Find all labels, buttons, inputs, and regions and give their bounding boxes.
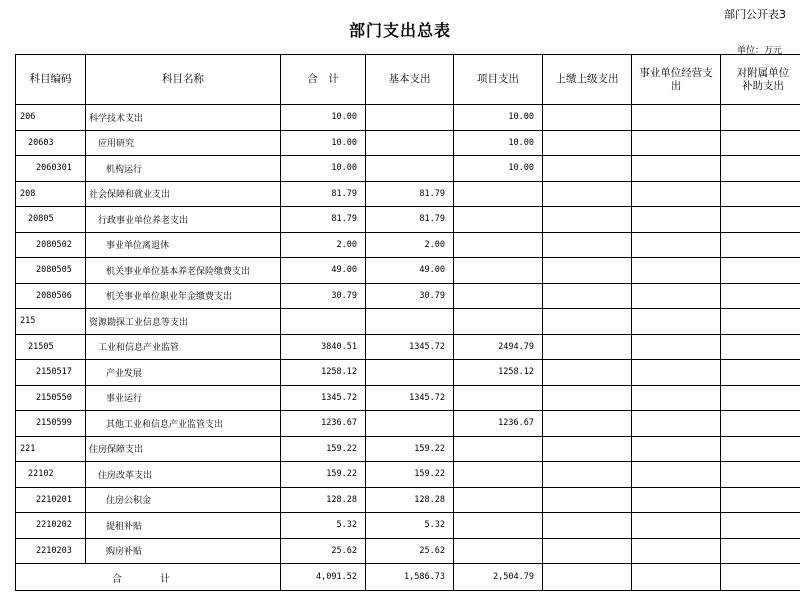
row-name: 住房公积金: [86, 487, 281, 513]
row-name: 科学技术支出: [86, 105, 281, 131]
row-total: 1345.72: [281, 385, 366, 411]
row-code: 2080505: [16, 258, 86, 284]
row-code: 215: [16, 309, 86, 335]
row-upper: [543, 181, 632, 207]
row-project: 2494.79: [454, 334, 543, 360]
row-business: [632, 309, 721, 335]
row-project: 10.00: [454, 130, 543, 156]
row-subsidy: [721, 309, 800, 335]
col-header-project: 项目支出: [454, 55, 543, 105]
table-row: [16, 436, 800, 462]
table-row: [16, 181, 800, 207]
total-subsidy: [721, 564, 800, 591]
row-project: 1258.12: [454, 360, 543, 386]
row-name: 机关事业单位基本养老保险缴费支出: [86, 258, 281, 284]
row-subsidy: [721, 130, 800, 156]
row-code: 21505: [16, 334, 86, 360]
row-total: 1236.67: [281, 411, 366, 437]
row-project: [454, 487, 543, 513]
row-basic: [366, 105, 454, 131]
row-total: 159.22: [281, 436, 366, 462]
row-upper: [543, 487, 632, 513]
row-basic: [366, 309, 454, 335]
row-business: [632, 513, 721, 539]
row-code: 2060301: [16, 156, 86, 182]
row-project: [454, 385, 543, 411]
row-code: 22102: [16, 462, 86, 488]
row-basic: 81.79: [366, 207, 454, 233]
table-row: [16, 283, 800, 309]
unit-label: 单位：万元: [736, 46, 782, 56]
col-header-total: 合 计: [281, 55, 366, 105]
row-total: 2.00: [281, 232, 366, 258]
row-subsidy: [721, 385, 800, 411]
row-code: 2080502: [16, 232, 86, 258]
table-row: [16, 258, 800, 284]
row-code: 221: [16, 436, 86, 462]
table-row: [16, 105, 800, 131]
col-header-upper: 上缴上级支出: [543, 55, 632, 105]
row-total: 128.28: [281, 487, 366, 513]
row-basic: 25.62: [366, 538, 454, 564]
row-name: 产业发展: [86, 360, 281, 386]
row-code: 2210201: [16, 487, 86, 513]
row-subsidy: [721, 181, 800, 207]
row-business: [632, 283, 721, 309]
row-business: [632, 487, 721, 513]
row-business: [632, 462, 721, 488]
row-upper: [543, 258, 632, 284]
row-name: 行政事业单位养老支出: [86, 207, 281, 233]
row-basic: [366, 156, 454, 182]
row-name: 住房改革支出: [86, 462, 281, 488]
row-name: 机关事业单位职业年金缴费支出: [86, 283, 281, 309]
row-subsidy: [721, 334, 800, 360]
row-code: 206: [16, 105, 86, 131]
row-upper: [543, 334, 632, 360]
table-row: [16, 232, 800, 258]
row-subsidy: [721, 538, 800, 564]
row-code: 2150517: [16, 360, 86, 386]
row-code: 20805: [16, 207, 86, 233]
row-project: 1236.67: [454, 411, 543, 437]
row-name: 社会保障和就业支出: [86, 181, 281, 207]
row-total: 10.00: [281, 130, 366, 156]
row-subsidy: [721, 411, 800, 437]
total-project: 2,504.79: [454, 564, 543, 591]
row-total: 49.00: [281, 258, 366, 284]
table-row: [16, 462, 800, 488]
row-name: 事业运行: [86, 385, 281, 411]
row-subsidy: [721, 283, 800, 309]
row-name: 应用研究: [86, 130, 281, 156]
total-label: 合 计: [16, 564, 281, 591]
row-name: 资源勘探工业信息等支出: [86, 309, 281, 335]
row-upper: [543, 360, 632, 386]
row-project: 10.00: [454, 105, 543, 131]
row-name: 机构运行: [86, 156, 281, 182]
row-subsidy: [721, 513, 800, 539]
row-basic: 2.00: [366, 232, 454, 258]
row-total: 30.79: [281, 283, 366, 309]
table-row: [16, 309, 800, 335]
row-code: 2210203: [16, 538, 86, 564]
row-total: 10.00: [281, 105, 366, 131]
row-upper: [543, 156, 632, 182]
row-code: 2150599: [16, 411, 86, 437]
row-upper: [543, 207, 632, 233]
row-business: [632, 258, 721, 284]
row-name: 工业和信息产业监管: [86, 334, 281, 360]
table-row: [16, 538, 800, 564]
row-upper: [543, 309, 632, 335]
form-number: 部门公开表3: [724, 8, 786, 21]
row-project: [454, 232, 543, 258]
row-basic: 49.00: [366, 258, 454, 284]
row-business: [632, 105, 721, 131]
row-upper: [543, 130, 632, 156]
total-upper: [543, 564, 632, 591]
total-row: [16, 564, 800, 591]
row-basic: 159.22: [366, 462, 454, 488]
row-business: [632, 436, 721, 462]
total-amount: 4,091.52: [281, 564, 366, 591]
col-header-subsidy: 对附属单位 补助支出: [721, 55, 800, 105]
row-subsidy: [721, 258, 800, 284]
row-business: [632, 360, 721, 386]
page-title: 部门支出总表: [348, 21, 451, 40]
row-code: 208: [16, 181, 86, 207]
row-business: [632, 156, 721, 182]
row-business: [632, 207, 721, 233]
row-name: 其他工业和信息产业监管支出: [86, 411, 281, 437]
row-upper: [543, 411, 632, 437]
table-row: [16, 130, 800, 156]
row-subsidy: [721, 156, 800, 182]
row-upper: [543, 513, 632, 539]
row-basic: 81.79: [366, 181, 454, 207]
row-upper: [543, 232, 632, 258]
row-name: 住房保障支出: [86, 436, 281, 462]
col-header-basic: 基本支出: [366, 55, 454, 105]
row-project: [454, 181, 543, 207]
row-business: [632, 411, 721, 437]
table-row: [16, 360, 800, 386]
table-row: [16, 411, 800, 437]
row-basic: 1345.72: [366, 385, 454, 411]
expenditure-table: [15, 54, 800, 591]
row-subsidy: [721, 360, 800, 386]
row-total: 159.22: [281, 462, 366, 488]
row-name: 购房补贴: [86, 538, 281, 564]
row-basic: 159.22: [366, 436, 454, 462]
row-code: 2080506: [16, 283, 86, 309]
row-basic: [366, 411, 454, 437]
row-business: [632, 385, 721, 411]
row-upper: [543, 105, 632, 131]
table-row: [16, 385, 800, 411]
row-subsidy: [721, 207, 800, 233]
row-basic: [366, 360, 454, 386]
row-project: [454, 436, 543, 462]
row-total: 10.00: [281, 156, 366, 182]
row-business: [632, 130, 721, 156]
row-basic: 5.32: [366, 513, 454, 539]
total-business: [632, 564, 721, 591]
col-header-code: 科目编码: [16, 55, 86, 105]
row-total: 5.32: [281, 513, 366, 539]
row-name: 事业单位离退休: [86, 232, 281, 258]
table-row: [16, 207, 800, 233]
row-total: 3840.51: [281, 334, 366, 360]
row-project: [454, 283, 543, 309]
row-total: 81.79: [281, 207, 366, 233]
row-project: [454, 207, 543, 233]
table-row: [16, 513, 800, 539]
row-business: [632, 334, 721, 360]
total-basic: 1,586.73: [366, 564, 454, 591]
row-basic: 128.28: [366, 487, 454, 513]
row-project: [454, 462, 543, 488]
row-subsidy: [721, 232, 800, 258]
row-code: 2210202: [16, 513, 86, 539]
table-row: [16, 334, 800, 360]
row-upper: [543, 283, 632, 309]
row-total: 81.79: [281, 181, 366, 207]
row-basic: [366, 130, 454, 156]
row-upper: [543, 538, 632, 564]
row-name: 提租补贴: [86, 513, 281, 539]
row-subsidy: [721, 105, 800, 131]
row-code: 20603: [16, 130, 86, 156]
row-upper: [543, 436, 632, 462]
row-total: 1258.12: [281, 360, 366, 386]
table-row: [16, 487, 800, 513]
table-header-row: [16, 55, 800, 105]
table-row: [16, 156, 800, 182]
col-header-name: 科目名称: [86, 55, 281, 105]
row-code: 2150550: [16, 385, 86, 411]
row-project: [454, 258, 543, 284]
row-subsidy: [721, 436, 800, 462]
row-project: 10.00: [454, 156, 543, 182]
row-business: [632, 538, 721, 564]
row-subsidy: [721, 462, 800, 488]
row-project: [454, 538, 543, 564]
row-basic: 1345.72: [366, 334, 454, 360]
row-business: [632, 181, 721, 207]
row-total: [281, 309, 366, 335]
row-upper: [543, 385, 632, 411]
row-project: [454, 309, 543, 335]
row-total: 25.62: [281, 538, 366, 564]
row-upper: [543, 462, 632, 488]
row-business: [632, 232, 721, 258]
col-header-business: 事业单位经营支出: [632, 55, 721, 105]
row-project: [454, 513, 543, 539]
row-subsidy: [721, 487, 800, 513]
row-basic: 30.79: [366, 283, 454, 309]
